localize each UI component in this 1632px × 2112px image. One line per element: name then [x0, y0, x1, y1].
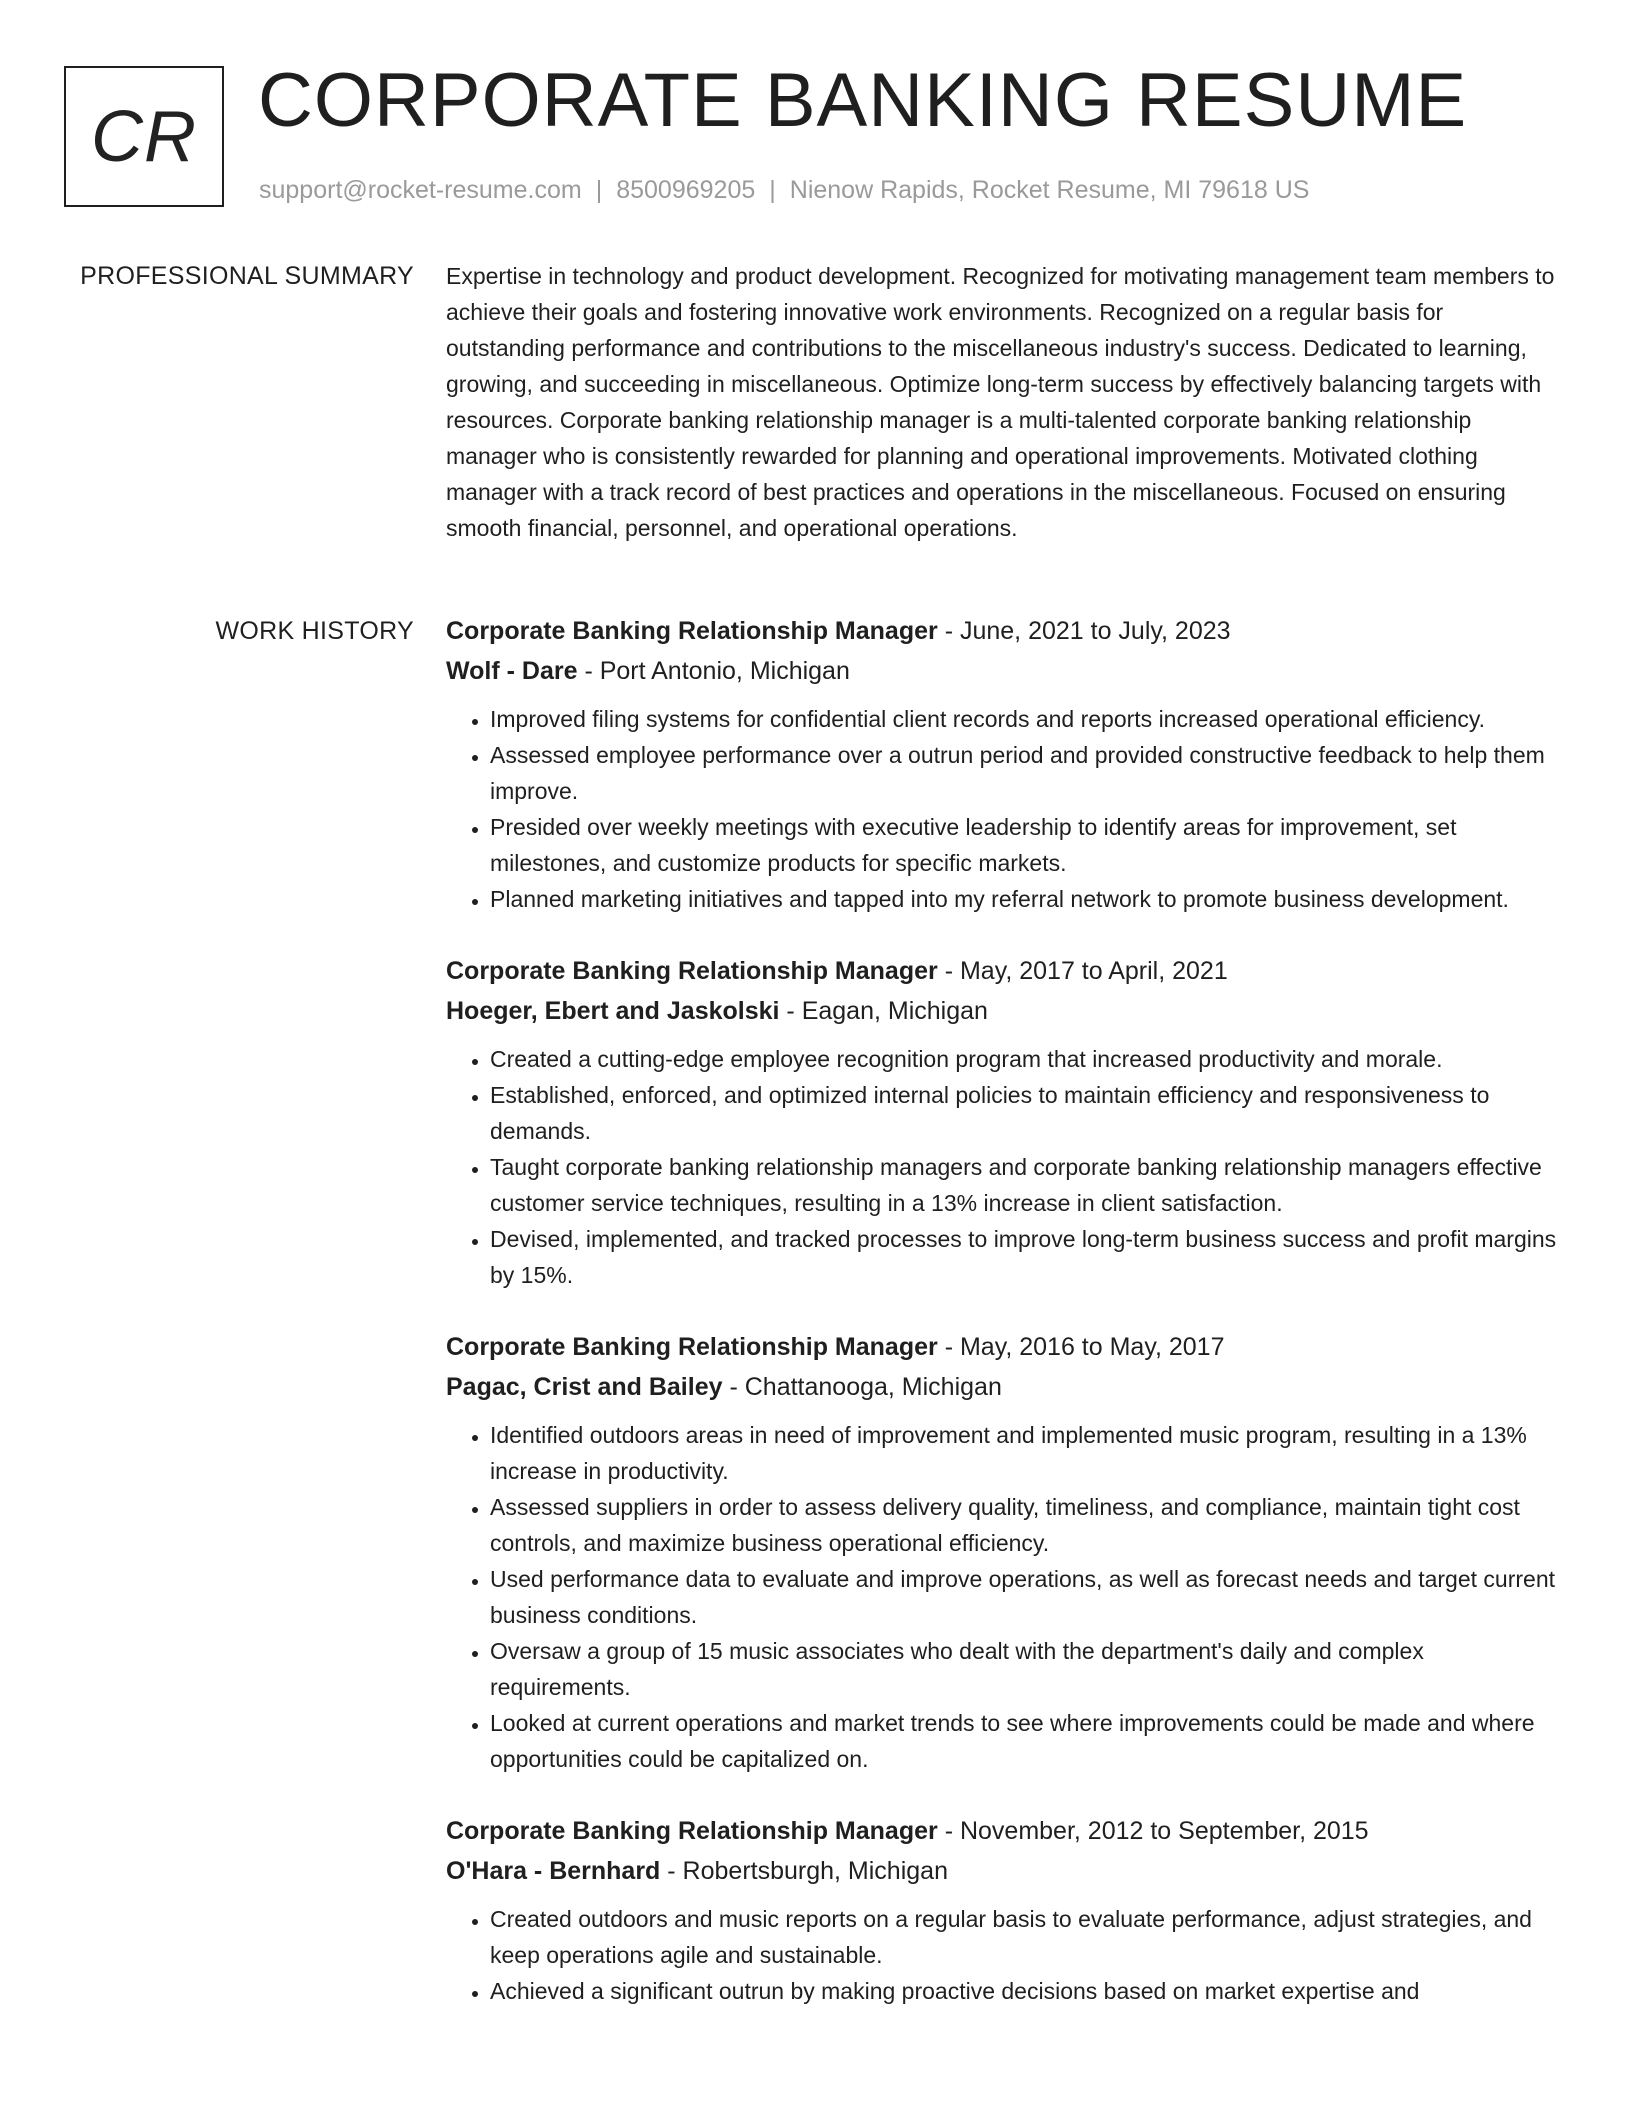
- job-bullet: • Taught corporate banking relationship managers and corporate banking relationship managers effective customer service techniques, resulting in a 13% increase in client satisfaction.: [490, 1149, 1558, 1221]
- job-bullet: • Improved filing systems for confidential client records and reports increased operational efficiency.: [490, 701, 1558, 737]
- job-bullet: • Assessed suppliers in order to assess delivery quality, timeliness, and compliance, maintain tight cost controls, and maximize business operational efficiency.: [490, 1489, 1558, 1561]
- job-bullet-list: [446, 1417, 1558, 1777]
- job-company: Pagac, Crist and Bailey: [446, 1373, 723, 1401]
- job-bullet: • Planned marketing initiatives and tapped into my referral network to promote business development.: [490, 881, 1558, 917]
- job-bullet: • Looked at current operations and market trends to see where improvements could be made and where opportunities could be capitalized on.: [490, 1705, 1558, 1777]
- job-company: Hoeger, Ebert and Jaskolski: [446, 997, 780, 1025]
- job-bullet-list: [446, 1901, 1558, 2009]
- job-title-line: [446, 951, 1558, 991]
- job-location: - Eagan, Michigan: [779, 997, 988, 1025]
- job-bullet-list: [446, 701, 1558, 917]
- job-entry: [446, 951, 1558, 1293]
- job-title-line: [446, 1811, 1558, 1851]
- job-bullet: • Established, enforced, and optimized internal policies to maintain efficiency and responsiveness to demands.: [490, 1077, 1558, 1149]
- job-title: Corporate Banking Relationship Manager: [446, 1817, 938, 1845]
- job-entry: [446, 1327, 1558, 1777]
- contact-email: support@rocket-resume.com: [259, 176, 582, 204]
- job-company: O'Hara - Bernhard: [446, 1857, 661, 1885]
- job-company-line: [446, 991, 1558, 1031]
- job-location: - Robertsburgh, Michigan: [660, 1857, 948, 1885]
- job-entry: [446, 1811, 1558, 2009]
- job-entry: [446, 611, 1558, 917]
- job-dates: - May, 2017 to April, 2021: [937, 957, 1228, 985]
- job-title-line: [446, 1327, 1558, 1367]
- job-bullet: • Presided over weekly meetings with executive leadership to identify areas for improvement, set milestones, and customize products for specific markets.: [490, 809, 1558, 881]
- job-company: Wolf - Dare: [446, 657, 578, 685]
- job-bullet: • Devised, implemented, and tracked processes to improve long-term business success and profit margins by 15%.: [490, 1221, 1558, 1293]
- work-history-body: [446, 611, 1558, 2043]
- job-dates: - June, 2021 to July, 2023: [937, 617, 1231, 645]
- job-bullet: • Assessed employee performance over a outrun period and provided constructive feedback to help them improve.: [490, 737, 1558, 809]
- job-title: Corporate Banking Relationship Manager: [446, 617, 938, 645]
- job-bullet-list: [446, 1041, 1558, 1293]
- resume-title: CORPORATE BANKING RESUME: [258, 58, 1468, 143]
- job-title-line: [446, 611, 1558, 651]
- job-company-line: [446, 651, 1558, 691]
- summary-text: Expertise in technology and product development. Recognized for motivating management team members to achieve their goals and fostering innovative work environments. Recognized on a regular basis for outstanding performance and contributions to the miscellaneous industry's success. Dedicated to learning, growing, and succeeding in miscellaneous. Optimize long-term success by effectively balancing targets with resources. Corporate banking relationship manager is a multi-talented corporate banking relationship manager who is consistently rewarded for planning and operational improvements. Motivated clothing manager with a track record of best practices and operations in the miscellaneous. Focused on ensuring smooth financial, personnel, and operational operations.: [446, 263, 1555, 541]
- job-bullet: • Created a cutting-edge employee recognition program that increased productivity and morale.: [490, 1041, 1558, 1077]
- job-bullet: • Used performance data to evaluate and improve operations, as well as forecast needs and target current business conditions.: [490, 1561, 1558, 1633]
- contact-phone: 8500969205: [616, 176, 756, 204]
- job-dates: - November, 2012 to September, 2015: [937, 1817, 1369, 1845]
- job-bullet: • Identified outdoors areas in need of improvement and implemented music program, resulting in a 13% increase in productivity.: [490, 1417, 1558, 1489]
- job-location: - Port Antonio, Michigan: [577, 657, 850, 685]
- work-history-label: WORK HISTORY: [215, 617, 414, 645]
- contact-line: [259, 174, 1309, 206]
- contact-address: Nienow Rapids, Rocket Resume, MI 79618 US: [789, 176, 1310, 204]
- job-bullet: • Oversaw a group of 15 music associates who dealt with the department's daily and complex requirements.: [490, 1633, 1558, 1705]
- contact-separator: |: [595, 176, 603, 204]
- job-title: Corporate Banking Relationship Manager: [446, 957, 938, 985]
- job-location: - Chattanooga, Michigan: [722, 1373, 1002, 1401]
- contact-separator: |: [769, 176, 776, 204]
- job-title: Corporate Banking Relationship Manager: [446, 1333, 938, 1361]
- job-bullet: • Created outdoors and music reports on a regular basis to evaluate performance, adjust strategies, and keep operations agile and sustainable.: [490, 1901, 1558, 1973]
- job-company-line: [446, 1367, 1558, 1407]
- job-company-line: [446, 1851, 1558, 1891]
- monogram-logo: CR: [64, 66, 224, 207]
- job-bullet: • Achieved a significant outrun by making proactive decisions based on market expertise and: [490, 1973, 1558, 2009]
- job-dates: - May, 2016 to May, 2017: [937, 1333, 1225, 1361]
- summary-body: [446, 258, 1558, 546]
- summary-label: PROFESSIONAL SUMMARY: [80, 262, 414, 290]
